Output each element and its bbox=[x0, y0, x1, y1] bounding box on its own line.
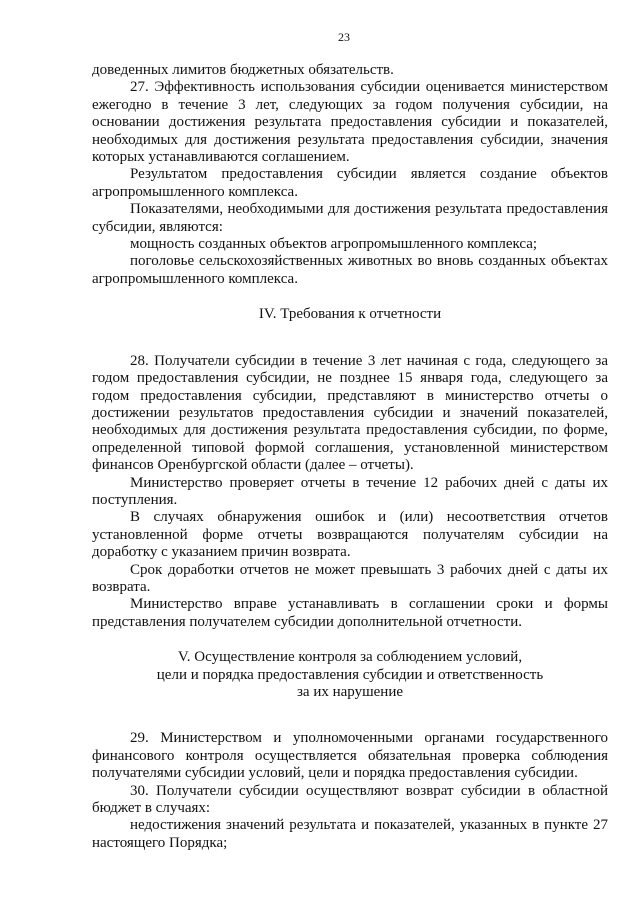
paragraph-29: 29. Министерством и уполномоченными органами государственного финансового контроля осуществляется обязательная проверка соблюдения получателями субсидии условий, цели и порядка предоставления субсидии. bbox=[92, 730, 608, 782]
paragraph-27: 27. Эффективность использования субсидии оценивается министерством ежегодно в течение 3 лет, следующих за годом получения субсидии, на основании достижения результата предоставления субсидии и показателей, необходимых для достижения результата предоставления субсидии, значения которых устанавливаются соглашением. bbox=[92, 79, 608, 166]
section-heading-v-line3: за их нарушение bbox=[296, 684, 404, 700]
paragraph-continuation: доведенных лимитов бюджетных обязательств. bbox=[92, 62, 394, 78]
page-number: 23 bbox=[338, 30, 350, 44]
section-heading-v-line2: цели и порядка предоставления субсидии и ответственность bbox=[156, 666, 544, 683]
section-heading-iv: IV. Требования к отчетности bbox=[258, 306, 442, 323]
paragraph-additional-reporting: Министерство вправе устанавливать в соглашении сроки и формы представления получателем субсидии дополнительной отчетности. bbox=[92, 596, 608, 630]
paragraph-indicators: Показателями, необходимыми для достижения результата предоставления субсидии, являются: bbox=[92, 201, 608, 235]
section-heading-v-line1: V. Осуществление контроля за соблюдением условий, bbox=[177, 649, 523, 666]
list-item-capacity: мощность созданных объектов агропромышленного комплекса; bbox=[130, 236, 538, 253]
document-page bbox=[92, 30, 608, 852]
paragraph-errors: В случаях обнаружения ошибок и (или) несоответствия отчетов установленной форме отчеты возвращаются получателям субсидии на доработку с указанием причин возврата. bbox=[92, 509, 608, 561]
list-item-livestock: поголовье сельскохозяйственных животных во вновь созданных объектах агропромышленного комплекса. bbox=[92, 253, 608, 287]
paragraph-review: Министерство проверяет отчеты в течение 12 рабочих дней с даты их поступления. bbox=[92, 474, 608, 508]
paragraph-result: Результатом предоставления субсидии является создание объектов агропромышленного комплекса. bbox=[92, 166, 608, 200]
paragraph-30: 30. Получатели субсидии осуществляют возврат субсидии в областной бюджет в случаях: bbox=[92, 782, 608, 817]
list-item-non-achievement: недостижения значений результата и показателей, указанных в пункте 27 настоящего Порядка; bbox=[92, 817, 608, 851]
paragraph-28: 28. Получатели субсидии в течение 3 лет начиная с года, следующего за годом предоставления субсидии, не позднее 15 января года, следующего за годом предоставления субсидии, представляют в министерство отчеты о достижении результатов предоставления субсидии и значений показателей, необходимых для достижения результата предоставления субсидии, по форме, определенной типовой формой соглашения, установленной министерством финансов Оренбургской области (далее – отчеты). bbox=[92, 352, 608, 474]
paragraph-revision-term: Срок доработки отчетов не может превышать 3 рабочих дней с даты их возврата. bbox=[92, 561, 608, 595]
